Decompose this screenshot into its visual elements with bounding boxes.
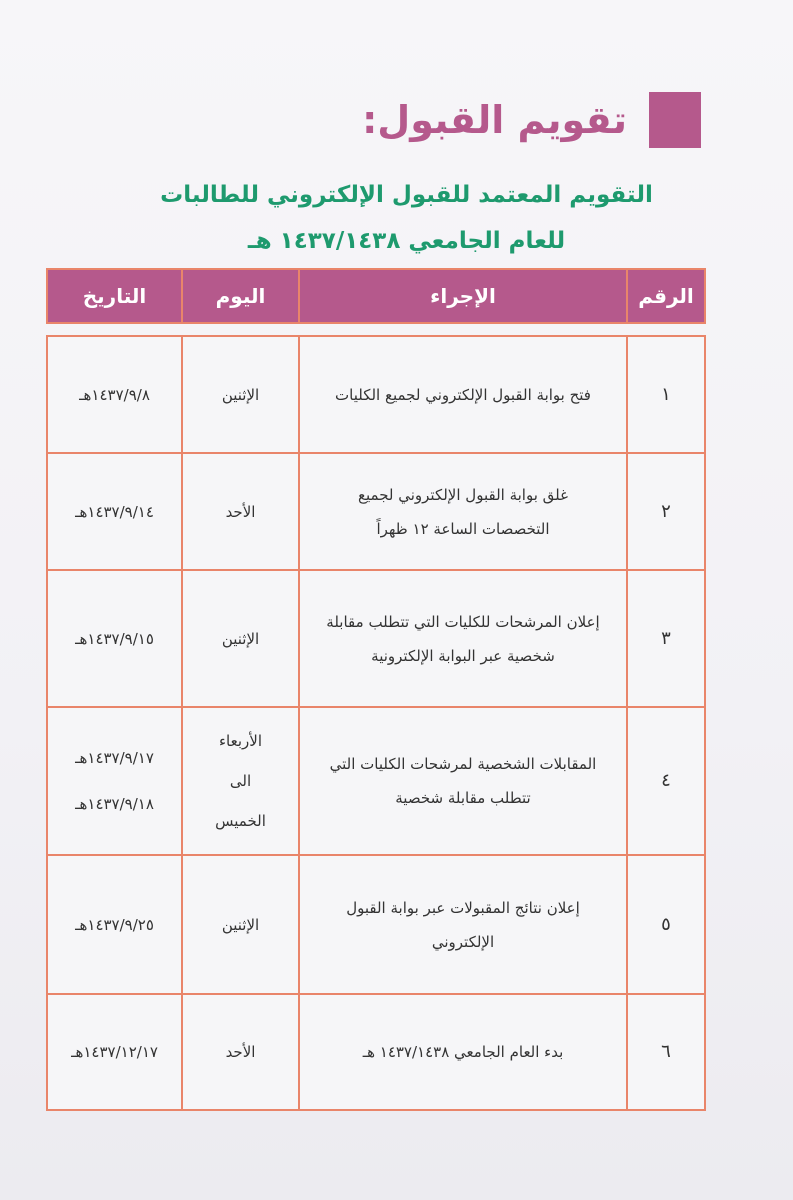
page-title: تقويم القبول:: [362, 98, 627, 142]
row-procedure: بدء العام الجامعي ١٤٣٧/١٤٣٨ هـ: [299, 994, 627, 1110]
row-procedure: المقابلات الشخصية لمرشحات الكليات التي تتطلب مقابلة شخصية: [299, 707, 627, 855]
table-row: [47, 570, 705, 707]
table-row: [47, 707, 705, 855]
date-line: ١٤٣٧/٩/١٨هـ: [75, 795, 154, 813]
row-date: ١٤٣٧/٩/٢٥هـ: [47, 855, 182, 994]
header-day: اليوم: [182, 269, 299, 323]
subtitle: [0, 172, 793, 264]
row-day: الإثنين: [182, 336, 299, 453]
row-number: ٣: [627, 570, 705, 707]
table-header: [46, 268, 706, 324]
row-procedure: إعلان نتائج المقبولات عبر بوابة القبول الإلكتروني: [299, 855, 627, 994]
calendar-table: [46, 335, 706, 1111]
row-date: ١٤٣٧/٩/٨هـ: [47, 336, 182, 453]
row-number: ٦: [627, 994, 705, 1110]
table-row: [47, 453, 705, 570]
page-heading: [362, 92, 701, 148]
row-date: ١٤٣٧/٩/١٤هـ: [47, 453, 182, 570]
row-number: ٤: [627, 707, 705, 855]
row-day: الإثنين: [182, 570, 299, 707]
date-line: ١٤٣٧/٩/١٧هـ: [75, 749, 154, 767]
row-procedure: إعلان المرشحات للكليات التي تتطلب مقابلة شخصية عبر البوابة الإلكترونية: [299, 570, 627, 707]
row-day: [182, 707, 299, 855]
table-row: [47, 855, 705, 994]
header-procedure: الإجراء: [299, 269, 627, 323]
row-day: الإثنين: [182, 855, 299, 994]
row-date: ١٤٣٧/١٢/١٧هـ: [47, 994, 182, 1110]
table-row: [47, 994, 705, 1110]
row-procedure: غلق بوابة القبول الإلكتروني لجميع التخصصات الساعة ١٢ ظهراً: [299, 453, 627, 570]
row-date: [47, 707, 182, 855]
row-procedure: فتح بوابة القبول الإلكتروني لجميع الكليات: [299, 336, 627, 453]
header-number: الرقم: [627, 269, 705, 323]
subtitle-line-1: التقويم المعتمد للقبول الإلكتروني للطالبات: [160, 182, 653, 208]
row-date: ١٤٣٧/٩/١٥هـ: [47, 570, 182, 707]
heading-square-decoration: [649, 92, 701, 148]
row-number: ١: [627, 336, 705, 453]
row-day: الأحد: [182, 453, 299, 570]
day-line: الى: [229, 772, 252, 790]
day-line: الأربعاء: [218, 732, 262, 750]
table-row: [47, 336, 705, 453]
row-number: ٢: [627, 453, 705, 570]
header-date: التاريخ: [47, 269, 182, 323]
row-number: ٥: [627, 855, 705, 994]
row-day: الأحد: [182, 994, 299, 1110]
subtitle-line-2: للعام الجامعي ١٤٣٧/١٤٣٨ هـ: [247, 228, 566, 254]
day-line: الخميس: [215, 812, 266, 830]
